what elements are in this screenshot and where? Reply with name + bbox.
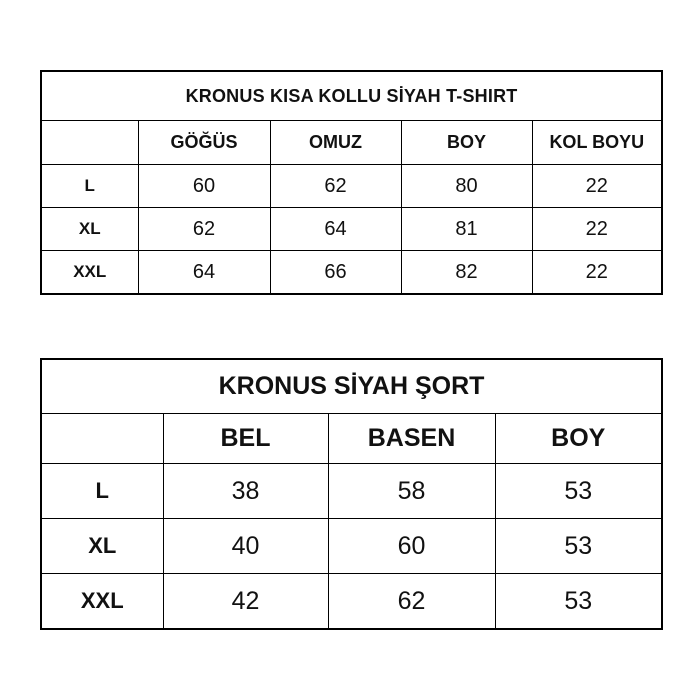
short-column-header: BOY — [495, 414, 662, 464]
short-table-title: KRONUS SİYAH ŞORT — [41, 359, 662, 414]
size-label: L — [41, 464, 163, 519]
table-cell: 82 — [401, 251, 532, 295]
table-cell: 42 — [163, 574, 328, 630]
size-label: XXL — [41, 574, 163, 630]
table-cell: 62 — [270, 165, 401, 208]
table-cell: 22 — [532, 208, 662, 251]
table-cell: 58 — [328, 464, 495, 519]
table-cell: 22 — [532, 251, 662, 295]
table-cell: 81 — [401, 208, 532, 251]
tshirt-table-title: KRONUS KISA KOLLU SİYAH T-SHIRT — [41, 71, 662, 121]
size-label: XL — [41, 519, 163, 574]
table-row — [41, 251, 662, 295]
table-cell: 60 — [328, 519, 495, 574]
size-label: L — [41, 165, 138, 208]
tshirt-column-header: BOY — [401, 121, 532, 165]
tshirt-column-header: KOL BOYU — [532, 121, 662, 165]
table-cell: 64 — [270, 208, 401, 251]
tshirt-column-header: OMUZ — [270, 121, 401, 165]
size-label: XL — [41, 208, 138, 251]
table-cell: 38 — [163, 464, 328, 519]
table-cell: 40 — [163, 519, 328, 574]
table-cell: 53 — [495, 574, 662, 630]
table-cell: 64 — [138, 251, 270, 295]
short-size-table — [40, 358, 663, 630]
table-cell: 62 — [328, 574, 495, 630]
table-cell: 60 — [138, 165, 270, 208]
table-row — [41, 208, 662, 251]
table-row — [41, 519, 662, 574]
tshirt-size-table — [40, 70, 663, 295]
short-column-header: BEL — [163, 414, 328, 464]
table-row — [41, 165, 662, 208]
short-corner-cell — [41, 414, 163, 464]
table-cell: 53 — [495, 519, 662, 574]
short-column-header: BASEN — [328, 414, 495, 464]
table-cell: 53 — [495, 464, 662, 519]
tshirt-column-header: GÖĞÜS — [138, 121, 270, 165]
table-cell: 66 — [270, 251, 401, 295]
table-row — [41, 464, 662, 519]
tshirt-corner-cell — [41, 121, 138, 165]
size-label: XXL — [41, 251, 138, 295]
table-row — [41, 574, 662, 630]
table-cell: 22 — [532, 165, 662, 208]
table-cell: 62 — [138, 208, 270, 251]
table-cell: 80 — [401, 165, 532, 208]
